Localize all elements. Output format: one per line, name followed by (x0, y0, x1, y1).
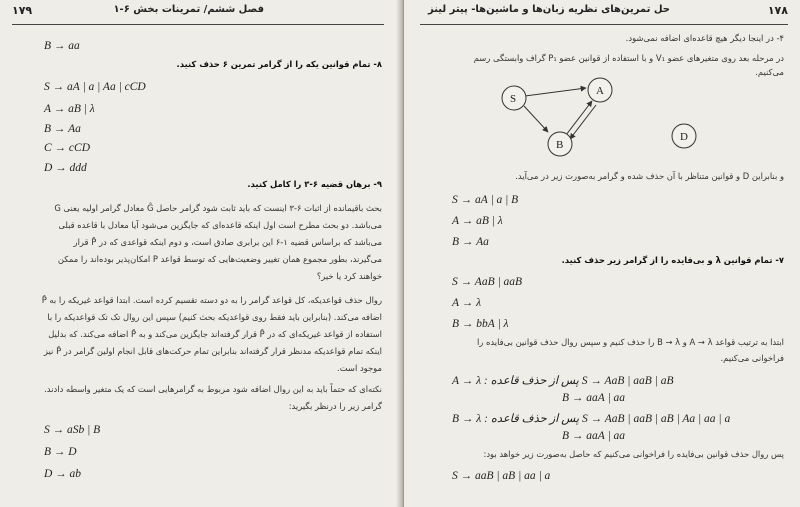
equation: A → λ (452, 297, 482, 309)
equation: C → cCD (44, 142, 90, 154)
paragraph-line: نکته‌ای که حتماً باید به این روال اضافه شود مربوط به گرامرهایی است که یک متغیر واسطه دادند. (44, 384, 382, 394)
right-page (404, 0, 800, 507)
graph-node-label: D (680, 131, 688, 143)
paragraph-line: فراخوانی می‌کنیم. (720, 353, 784, 363)
header-rule (12, 24, 384, 25)
equation: D → ddd (44, 162, 87, 174)
equation: S → aSb | B (44, 424, 101, 436)
page-number: ۱۷۹ (12, 4, 33, 17)
paragraph-line: ابتدا به ترتیب قواعد A → λ و B → λ را حذف کنیم و سپس روال حذف قوانین بی‌فایده را (476, 337, 784, 347)
equation: A → λ : پس از حذف قاعده S → AaB | aaB | aB (452, 375, 674, 387)
equation: D → ab (44, 468, 82, 480)
paragraph-line: می‌کنیم. (755, 67, 784, 77)
equation: B → aaA | aa (562, 392, 626, 404)
exercise-heading: ۸- تمام قوانین یکه را از گرامر تمرین ۶ حذف کنید. (176, 59, 382, 69)
equation: B → aa (44, 40, 80, 52)
equation: S → aA | a | Aa | cCD (44, 81, 146, 93)
paragraph-line: خواهند کرد یا خیر؟ (316, 271, 382, 281)
paragraph-line: می‌گیرند، بطور مجموع همان تغییر وضعیت‌هایی که توسط قواعد P امکان‌پذیر بوده‌اند را ممکن (57, 254, 382, 264)
equation: B → λ : پس از حذف قاعده S → AaB | aaB | aB | Aa | aa | a (452, 413, 731, 425)
paragraph-line: و بنابراین D و قوانین متناظر با آن حذف شده و گرامر به‌صورت زیر در می‌آید. (515, 171, 784, 181)
equation: S → aA | a | B (452, 194, 519, 206)
graph-node-label: S (510, 93, 517, 105)
paragraph-line: می‌باشد که براساس قضیه ۱-۶ این برابری صادق است، و دوم اینکه قواعدی که در P̂ قرار (73, 237, 382, 247)
edge-s-b (524, 106, 548, 132)
running-header: فصل ششم/ تمرینات بخش ۶-۱ (113, 4, 264, 15)
equation: B → Aa (44, 123, 81, 135)
edge-b-a (566, 101, 592, 135)
paragraph-line: پس روال حذف قوانین بی‌فایده را فراخوانی می‌کنیم که حاصل به‌صورت زیر خواهد بود: (483, 449, 784, 459)
paragraph-line: اضافه می‌کند. (بنابراین باید فقط روی قواعدیکه بحث کنیم) سپس این روال تک تک قواعدیکه را با (47, 312, 382, 322)
paragraph-line: بحث باقیمانده از اثبات ۶-۳ اینست که باید ثابت شود گرامر حاصل Ĝ معادل گرامر اولیه یعنی G (54, 203, 382, 213)
paragraph-line: روال حذف قواعدیکه، کل قواعد گرامر را به دو دسته تقسیم کرده است. ابتدا قواعد غیریکه را به P̂ (41, 295, 382, 305)
equation: A → aB | λ (44, 103, 95, 115)
graph-node-label: A (596, 85, 604, 97)
edge-a-b (570, 105, 596, 139)
paragraph-line: استفاده از قواعد غیریکه‌ای که در P̂ قرار گرفته‌اند جایگزین می‌کند و به P̂ اضافه می‌کند. که بدلیل (48, 329, 382, 339)
paragraph-line: ۴- در اینجا دیگر هیچ قاعده‌ای اضافه نمی‌شود. (625, 33, 784, 43)
page-number: ۱۷۸ (767, 4, 788, 17)
paragraph-line: گرامر زیر را درنظر بگیرید: (288, 401, 382, 411)
equation: B → D (44, 446, 77, 458)
running-header: حل تمرین‌های نظریه زبان‌ها و ماشین‌ها- پیتر لینز (427, 4, 670, 15)
paragraph-line: اینکه تمام قواعدیکه مدنظر قرار گرفته‌اند بنابراین تمام حرکت‌های قابل انجام اولین گرامر در P̂ نیز (43, 346, 382, 356)
header-rule (420, 24, 788, 25)
exercise-heading: ۷- تمام قوانین λ و بی‌فایده را از گرامر زیر حذف کنید. (561, 255, 784, 265)
dependency-graph (484, 72, 784, 162)
equation: S → AaB | aaB (452, 276, 523, 288)
graph-node-label: B (556, 139, 564, 151)
edge-s-a (525, 88, 586, 96)
equation: B → aaA | aa (562, 430, 626, 442)
graph-edges (524, 88, 596, 139)
paragraph-line: می‌باشد. دو بحث مطرح است اول اینکه قاعده‌ای که جایگزین می‌شود آیا معادل با قاعده قبلی (58, 220, 382, 230)
exercise-heading: ۹- برهان قضیه ۶-۳ را کامل کنید. (247, 179, 382, 189)
equation: B → bbA | λ (452, 318, 509, 330)
equation: A → aB | λ (452, 215, 503, 227)
paragraph-line: موجود است. (337, 363, 382, 373)
paragraph-line: در مرحله بعد روی متغیرهای عضو V₁ و با استفاده از قوانین عضو P₁ گراف وابستگی رسم (473, 53, 784, 63)
equation: B → Aa (452, 236, 489, 248)
equation: S → aaB | aB | aa | a (452, 470, 551, 482)
